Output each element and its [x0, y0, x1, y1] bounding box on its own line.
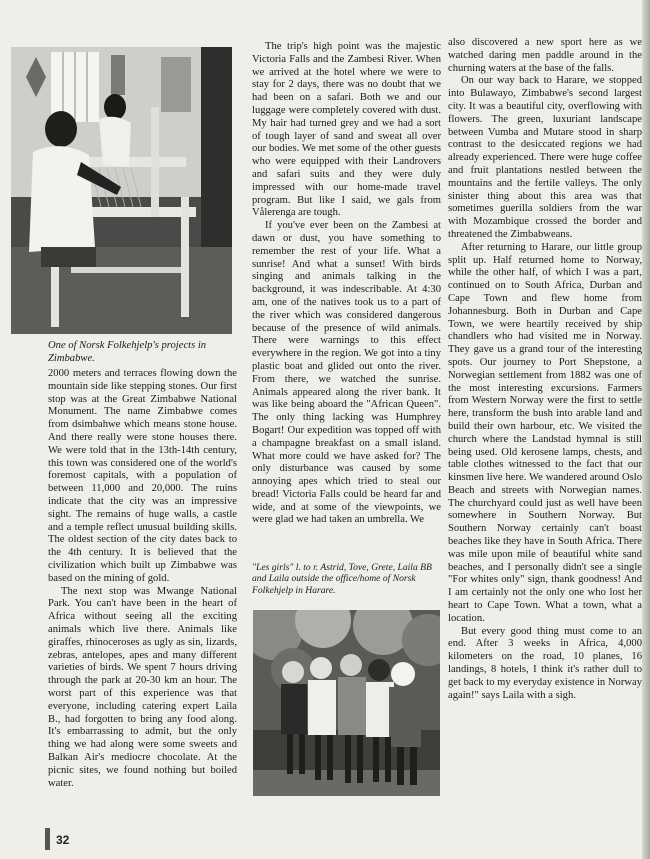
group-photo-illustration: [253, 610, 440, 796]
weaving-project-photo: [11, 47, 232, 334]
paragraph: But every good thing must come to an end. After 3 weeks in Africa, 4,000 kilometers on the road, 10 planes, 16 landings, 8 hotels, I think it's rather dull to get back to my everyday existence in Norway again!" says Laila with a sigh.: [448, 625, 642, 701]
article-column-1: [48, 368, 237, 790]
paragraph: The trip's high point was the majestic Victoria Falls and the Zambesi River. When we arrived at the hotel where we were to stay for 2 days, there was no doubt that we had been on a safari. Both we and our luggage were completely covered with dust. My hair had turned grey and we had a sort of tough layer of sand and sweat all over our bodies. We met some of the other guests who were equipped with their Landrovers and safari suits and they were duly impressed with our home-made travel program. But like I said, we gals from Vålerenga are tough.: [252, 41, 441, 219]
page-number: 32: [56, 833, 70, 847]
paragraph: After returning to Harare, our little group split up. Half returned home to Norway, while the other half, of which I was a part, continued on to South Africa, Durban and Cape Town and flew home from Johannesburg. Both in Durban and Cape Town, we were heartily received by ship chandlers who had visited me in Norway. They gave us a grand tour of the interesting spots. Our journey to Port Shepstone, a Norwegian settlement from 1882 was one of the most interesting excursions. Farmers from Western Norway were the first to settle here, transform the bush into arable land and build their own harbour, etc. We visited the church where the Landstad hymnal is still being used. Old kerosene lamps, chests, and table clothes witnessed to the fact that our kinsmen live here. We wandered around Oslo Beach and streets with Norwegian names. The churchyard could just as well have been somewhere in Southern Norway. But Southern Norway certainly can't boast beaches like they have in South Africa. There was mile upon mile of beautiful white sand beaches, and I personally didn't see a single "For whites only" sign, thank goodness! And I am certainly not the only one who lost her heart to Cape Town. What a town, what a location.: [448, 241, 642, 624]
page-edge-shadow: [642, 0, 650, 859]
paragraph: The next stop was Mwange National Park. You can't have been in the heart of Africa without seeing all the exciting animals which live there. Animals like giraffes, rhinoceroses as ugly as sin, lizards, zebras, antelopes, apes and many different varieties of birds. We spent 7 hours driving through the park at 20-30 km an hour. The worst part of this experience was that everyone, including catering expert Laila B., had forgotten to bring any food along. It's embarrassing to admit, but the only thing we had along were some sweets and Balkan Air's mediocre chocolate. At the picnic sites, we found nothing but boiled water.: [48, 585, 237, 789]
paragraph: also discovered a new sport here as we watched daring men paddle around in the churning waters at the base of the falls.: [448, 37, 642, 74]
paragraph: 2000 meters and terraces flowing down the mountain side like stepping stones. Our first stop was at the Great Zimbabwe National Monument. The name Zimbabwe comes from dsimbahwe which means stone house. And there really were stone houses there. We were told that in the 13th-14th century, this town was considered one of the world's foremost capitals, with a population of between 11,000 and 20,000. The ruins indicate that the city was an impressive sight. The remains of huge walls, a castle and a temple reflect unusual building skills. The oldest section of the city dates back to the 4th century. It is believed that the civilization which built up Zimbabwe was based on the mining of gold.: [48, 368, 237, 584]
weaving-photo-illustration: [11, 47, 232, 334]
article-column-2: [252, 41, 441, 527]
paragraph: If you've ever been on the Zambesi at dawn or dust, you have something to remember the rest of your life. What a sunrise! And what a sunset! With birds singing and animals talking in the background, it was indescribable. At 4:30 am, one of the natives took us to a part of the river which was considered dangerous because of the presence of wild animals. There were warnings to this effect everywhere in the region. We got into a tiny plastic boat and glided out onto the river. From there, we watched the sunrise. Animals appeared along the river bank. It was like being aboard the "African Queen". The only thing lacking was Humphrey Bogart! Our expedition was topped off with a champagne breakfast on a small island. What more could we have asked for? The only disturbance was caused by some annoying apes which tried to steal our bread! Victoria Falls could be heard far and wide, and at some of the viewpoints, we were glad we had taken an umbrella. We: [252, 220, 441, 526]
paragraph: On our way back to Harare, we stopped into Bulawayo, Zimbabwe's second largest city. It was a beautiful city, overflowing with flowers. The green, luxuriant landscape between Vumba and Mutare stood in sharp contrast to the desiccated regions we had already experienced. There were huge coffee and fruit plantations nestled between the mountains and the fertile valleys. The only sinister thing about this area was that sometimes guerilla soldiers from the war with Mozambique crossed the border and threatened the Zimbabweans.: [448, 75, 642, 240]
group-photo: [253, 610, 440, 796]
page-number-bar: [45, 828, 50, 850]
weaving-photo-caption: One of Norsk Folkehjelp's projects in Zimbabwe.: [48, 340, 207, 364]
article-column-3: [448, 37, 642, 702]
group-photo-caption: "Les girls" l. to r. Astrid, Tove, Grete, Laila BB and Laila outside the office/home of Norsk Folkehjelp in Harare.: [252, 562, 432, 596]
